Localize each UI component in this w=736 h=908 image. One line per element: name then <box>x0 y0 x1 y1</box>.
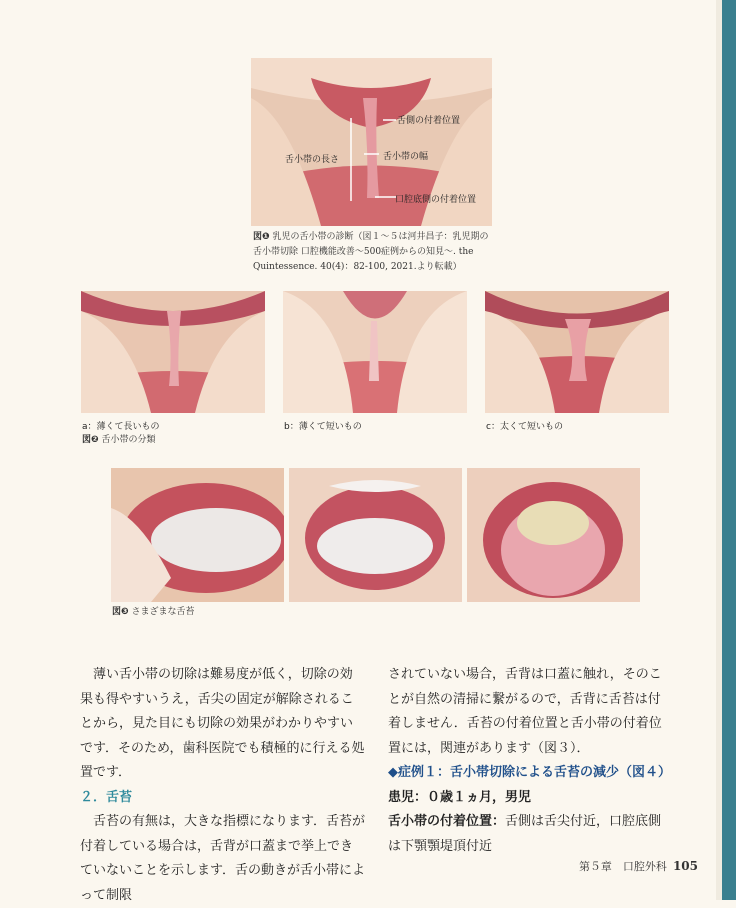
attachment-label: 舌小帯の付着位置： <box>388 814 506 829</box>
fig2-caption-number: 図❷ <box>82 435 99 445</box>
fig2c-photo <box>485 291 669 413</box>
attachment-text: 舌側は舌尖付近，口腔底側は下顎顎堤頂付近 <box>388 814 662 854</box>
left-para-2: 舌苔の有無は，大きな指標になります．舌苔が付着している場合は，舌背が口蓋まで挙上できていないことを示します．舌の動きが舌小帯によって制限 <box>80 814 365 903</box>
fig2-caption-text: 舌小帯の分類 <box>101 435 156 445</box>
fig3-caption <box>112 605 195 620</box>
page-edge-tab <box>716 0 736 900</box>
fig1-caption-text: 乳児の舌小帯の診断（図１～５は河井昌子：乳児期の舌小帯切除 口腔機能改善～500症例からの知見～. the Quintessence. 40(4)：82-100, 2021.より転載） <box>253 232 489 272</box>
fig2b-photo <box>283 291 467 413</box>
fig1-caption-number: 図❶ <box>253 232 270 242</box>
fig1-label-lateral: 舌側の付着位置 <box>397 116 461 126</box>
fig3-caption-text: さまざまな舌苔 <box>131 607 195 617</box>
attachment-line <box>388 810 672 859</box>
fig3a-photo <box>111 468 284 602</box>
fig1-caption <box>253 230 495 275</box>
fig2b-label: b：薄くて短いもの <box>284 422 362 432</box>
page-footer <box>579 858 698 874</box>
fig3-caption-number: 図❸ <box>112 607 129 617</box>
chapter-label: 第５章 口腔外科 <box>578 860 667 873</box>
left-column <box>80 663 365 908</box>
patient-line: 患児：０歳１ヵ月，男児 <box>388 789 532 805</box>
page-number: 105 <box>672 859 698 873</box>
right-para-1: されていない場合，舌背は口蓋に触れ，そのことが自然の清掃に繋がるので，舌背に舌苔は付着しません．舌苔の付着位置と舌小帯の付着位置には，関連があります（図３）． <box>388 667 662 756</box>
fig2-caption <box>82 433 156 448</box>
fig3b-photo <box>289 468 462 602</box>
fig1-label-width: 舌小帯の幅 <box>383 152 429 162</box>
fig2a-photo <box>81 291 265 413</box>
fig2a-label: a：薄くて長いもの <box>82 422 160 432</box>
left-para-1: 薄い舌小帯の切除は難易度が低く，切除の効果も得やすいうえ，舌尖の固定が解除されることから，見た目にも切除の効果がわかりやすいです．そのため，歯科医院でも積極的に行える処置です． <box>80 667 365 780</box>
fig1-label-floor: 口腔底側の付着位置 <box>395 195 477 205</box>
fig2c-label: c：太くて短いもの <box>486 422 563 432</box>
right-column <box>388 663 672 859</box>
section-heading-tongue-coating: ２．舌苔 <box>80 789 133 805</box>
case-title: ◆症例１：舌小帯切除による舌苔の減少（図４） <box>388 765 671 780</box>
fig3c-photo <box>467 468 640 602</box>
fig1-label-length: 舌小帯の長さ <box>285 155 340 165</box>
